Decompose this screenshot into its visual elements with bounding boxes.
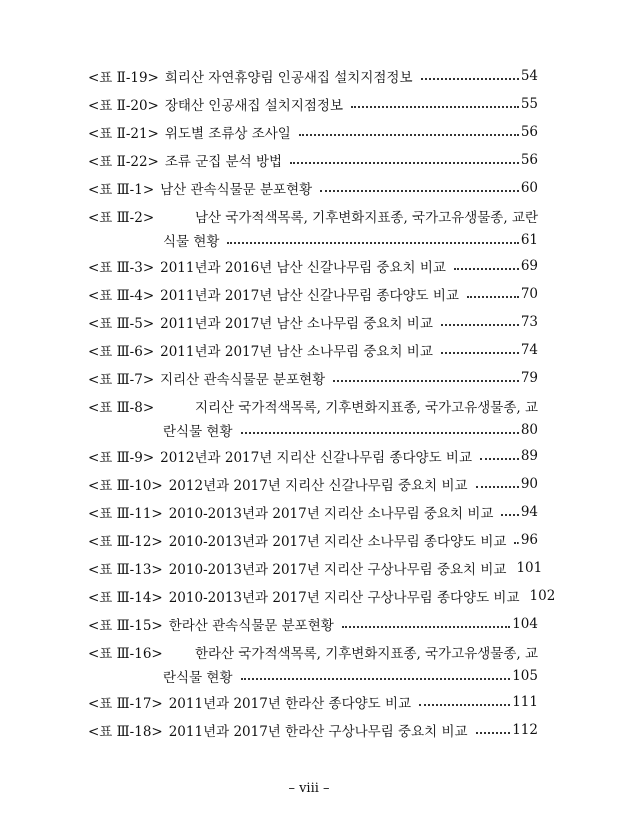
page-ref: 89: [520, 448, 538, 464]
entry-title: 2010-2013년과 2017년 지리산 소나무림 중요치 비교: [168, 506, 494, 522]
toc-entry[interactable]: [88, 716, 538, 744]
toc-entry[interactable]: [88, 610, 538, 638]
dot-leader: [290, 162, 519, 164]
toc-entry[interactable]: [88, 62, 538, 90]
page-ref: 70: [520, 286, 538, 302]
entry-title-continued: 란식물 현황: [163, 669, 233, 686]
page-ref: 56: [520, 152, 538, 168]
page-ref: 101: [516, 560, 543, 576]
table-label: <표 Ⅲ-6>: [88, 344, 155, 360]
table-label: <표 Ⅲ-18>: [88, 724, 163, 740]
dot-leader: [419, 704, 510, 706]
page-ref: 96: [520, 532, 538, 548]
table-label: <표 Ⅲ-15>: [88, 618, 163, 634]
table-label: <표 Ⅲ-12>: [88, 534, 163, 550]
table-label: <표 Ⅲ-17>: [88, 696, 163, 712]
toc-entry[interactable]: [88, 638, 538, 666]
dot-leader: [480, 458, 519, 460]
toc-entry[interactable]: [88, 364, 538, 392]
toc-entry[interactable]: [88, 146, 538, 174]
entry-title: 한라산 관속식물문 분포현황: [168, 618, 334, 634]
table-label: <표 Ⅲ-16>: [88, 646, 163, 662]
table-label: <표 Ⅱ-19>: [88, 70, 159, 86]
toc-entry[interactable]: [88, 280, 538, 308]
page-ref: 94: [520, 504, 538, 520]
entry-title: 2010-2013년과 2017년 지리산 구상나무림 종다양도 비교: [168, 590, 520, 606]
entry-title: 2012년과 2017년 지리산 신갈나무림 종다양도 비교: [160, 450, 472, 466]
entry-title-continued: 란식물 현황: [163, 423, 233, 440]
page-ref: 112: [512, 722, 538, 738]
dot-leader: [476, 732, 511, 734]
dot-leader: [441, 352, 519, 354]
table-label: <표 Ⅱ-20>: [88, 98, 159, 114]
page-ref: 105: [512, 667, 538, 684]
entry-title: 지리산 관속식물문 분포현황: [160, 372, 326, 388]
toc-entry[interactable]: [88, 252, 538, 280]
page-ref: 73: [520, 314, 538, 330]
entry-title: 2010-2013년과 2017년 지리산 구상나무림 중요치 비교: [168, 562, 507, 578]
page-ref: 111: [512, 694, 538, 710]
table-label: <표 Ⅲ-13>: [88, 562, 163, 578]
dot-leader: [299, 134, 519, 136]
entry-title-continued: 식물 현황: [163, 233, 220, 250]
dot-leader: [351, 106, 519, 108]
page-ref: 90: [520, 476, 538, 492]
page-ref: 79: [520, 370, 538, 386]
table-label: <표 Ⅲ-9>: [88, 450, 155, 466]
entry-title: 장태산 인공새집 설치지점정보: [164, 98, 343, 114]
dot-leader: [454, 268, 519, 270]
entry-title: 2011년과 2017년 남산 소나무림 중요치 비교: [160, 316, 433, 332]
entry-title: 희리산 자연휴양림 인공새집 설치지점정보: [164, 70, 413, 86]
toc-entry-continuation: [88, 417, 538, 442]
entry-title: 2012년과 2017년 지리산 신갈나무림 중요치 비교: [168, 478, 468, 494]
page-ref: 56: [520, 124, 538, 140]
entry-title: 지리산 국가적색목록, 기후변화지표종, 국가고유생물종, 교: [194, 400, 538, 416]
dot-leader: [501, 514, 518, 516]
toc-entry[interactable]: [88, 174, 538, 202]
entry-title: 조류 군집 분석 방법: [164, 154, 283, 170]
table-label: <표 Ⅱ-21>: [88, 126, 159, 142]
toc-entry[interactable]: [88, 336, 538, 364]
toc-entry-continuation: [88, 227, 538, 252]
dot-leader: [333, 380, 519, 382]
page-number: – viii –: [288, 781, 330, 796]
dot-leader: [241, 432, 519, 434]
entry-title: 2010-2013년과 2017년 지리산 소나무림 종다양도 비교: [168, 534, 507, 550]
page-ref: 54: [520, 68, 538, 84]
toc-entry[interactable]: [88, 90, 538, 118]
dot-leader: [227, 242, 518, 244]
page-ref: 102: [529, 588, 556, 604]
table-label: <표 Ⅲ-3>: [88, 260, 155, 276]
table-of-contents: [88, 62, 556, 744]
entry-title: 남산 관속식물문 분포현황: [160, 182, 313, 198]
page-ref: 61: [520, 231, 538, 248]
entry-title: 2011년과 2016년 남산 신갈나무림 중요치 비교: [160, 260, 446, 276]
toc-entry[interactable]: [88, 392, 538, 420]
table-label: <표 Ⅲ-10>: [88, 478, 163, 494]
page-ref: 60: [520, 180, 538, 196]
toc-entry[interactable]: [88, 202, 538, 230]
entry-title: 2011년과 2017년 한라산 구상나무림 중요치 비교: [168, 724, 468, 740]
entry-title: 2011년과 2017년 한라산 종다양도 비교: [168, 696, 412, 712]
table-label: <표 Ⅲ-5>: [88, 316, 155, 332]
toc-entry-continuation: [88, 663, 538, 688]
page-ref: 55: [520, 96, 538, 112]
toc-entry[interactable]: [88, 582, 556, 610]
table-label: <표 Ⅱ-22>: [88, 154, 159, 170]
dot-leader: [467, 296, 519, 298]
table-label: <표 Ⅲ-11>: [88, 506, 163, 522]
dot-leader: [241, 678, 511, 680]
table-label: <표 Ⅲ-1>: [88, 182, 155, 198]
toc-entry[interactable]: [88, 526, 538, 554]
table-label: <표 Ⅲ-7>: [88, 372, 155, 388]
toc-entry[interactable]: [88, 118, 538, 146]
toc-entry[interactable]: [88, 688, 538, 716]
table-label: <표 Ⅲ-4>: [88, 288, 155, 304]
toc-entry[interactable]: [88, 470, 538, 498]
dot-leader: [320, 190, 519, 192]
entry-title: 남산 국가적색목록, 기후변화지표종, 국가고유생물종, 교란: [194, 210, 538, 226]
entry-title: 위도별 조류상 조사일: [164, 126, 291, 142]
entry-title: 한라산 국가적색목록, 기후변화지표종, 국가고유생물종, 교: [194, 646, 538, 662]
table-label: <표 Ⅲ-8>: [88, 400, 155, 416]
table-label: <표 Ⅲ-14>: [88, 590, 163, 606]
toc-entry[interactable]: [88, 442, 538, 470]
toc-entry[interactable]: [88, 498, 538, 526]
toc-entry[interactable]: [88, 308, 538, 336]
page-ref: 69: [520, 258, 538, 274]
entry-title: 2011년과 2017년 남산 소나무림 중요치 비교: [160, 344, 433, 360]
toc-entry[interactable]: [88, 554, 543, 582]
dot-leader: [441, 324, 519, 326]
dot-leader: [476, 486, 519, 488]
page-ref: 104: [512, 616, 538, 632]
page-ref: 74: [520, 342, 538, 358]
table-label: <표 Ⅲ-2>: [88, 210, 155, 226]
dot-leader: [342, 626, 510, 628]
dot-leader: [514, 542, 518, 544]
page-ref: 80: [520, 421, 538, 438]
dot-leader: [421, 78, 519, 80]
entry-title: 2011년과 2017년 남산 신갈나무림 종다양도 비교: [160, 288, 459, 304]
